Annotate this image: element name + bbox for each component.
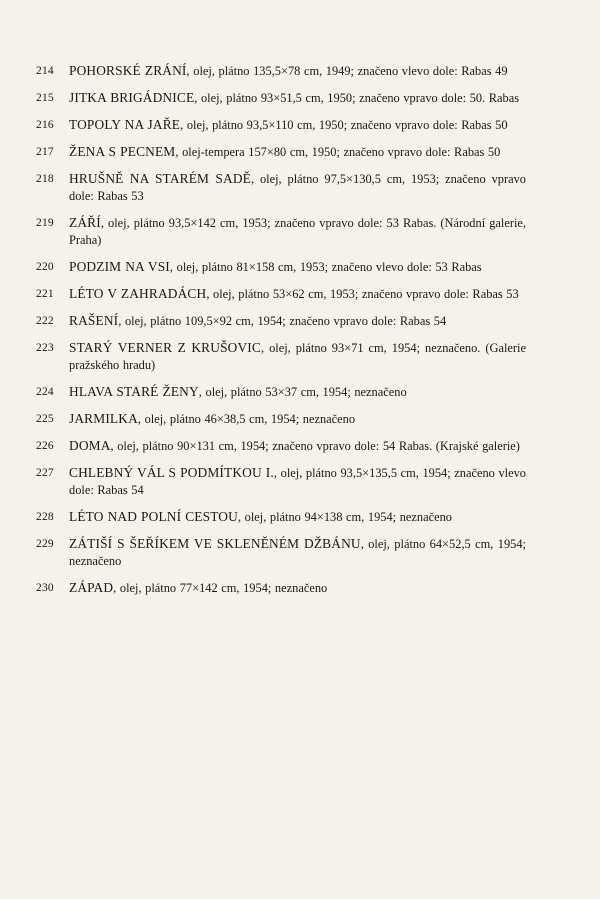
entry-text bbox=[69, 535, 526, 570]
entry-number: 222 bbox=[36, 315, 54, 327]
entry-text bbox=[69, 214, 526, 249]
catalog-entry bbox=[36, 535, 526, 570]
entry-title: HLAVA STARÉ ŽENY bbox=[69, 384, 199, 399]
catalog-entry bbox=[36, 464, 526, 499]
entry-number: 215 bbox=[36, 92, 54, 104]
catalog-entry bbox=[36, 312, 526, 330]
entry-text bbox=[69, 464, 526, 499]
entry-title: LÉTO NAD POLNÍ CESTOU bbox=[69, 509, 238, 524]
entry-details: , olej-tempera 157×80 cm, 1950; značeno vpravo dole: Rabas 50 bbox=[175, 145, 501, 159]
entry-number: 223 bbox=[36, 342, 54, 354]
entry-details: , olej, plátno 93×71 cm, 1954; neznačeno. (Galerie pražského hradu) bbox=[69, 341, 526, 372]
entry-text bbox=[69, 143, 526, 161]
entry-title: JARMILKA bbox=[69, 411, 138, 426]
entry-title: CHLEBNÝ VÁL S PODMÍTKOU I. bbox=[69, 465, 274, 480]
entry-number: 225 bbox=[36, 413, 54, 425]
catalog-entry bbox=[36, 383, 526, 401]
catalog-entry bbox=[36, 339, 526, 374]
entry-text bbox=[69, 62, 526, 80]
catalog-entry bbox=[36, 410, 526, 428]
entry-number: 218 bbox=[36, 173, 54, 185]
entry-number: 221 bbox=[36, 288, 54, 300]
entry-text bbox=[69, 285, 526, 303]
entry-text bbox=[69, 116, 526, 134]
catalog-entry bbox=[36, 214, 526, 249]
entry-title: JITKA BRIGÁDNICE bbox=[69, 90, 195, 105]
entry-title: STARÝ VERNER Z KRUŠOVIC bbox=[69, 340, 261, 355]
entry-number: 228 bbox=[36, 511, 54, 523]
entry-details: , olej, plátno 93,5×110 cm, 1950; značeno vpravo dole: Rabas 50 bbox=[180, 118, 508, 132]
entry-details: , olej, plátno 93,5×135,5 cm, 1954; značeno vlevo dole: Rabas 54 bbox=[69, 466, 526, 497]
entry-title: RAŠENÍ bbox=[69, 313, 119, 328]
entry-number: 220 bbox=[36, 261, 54, 273]
entry-number: 224 bbox=[36, 386, 54, 398]
entry-details: , olej, plátno 46×38,5 cm, 1954; neznačeno bbox=[137, 412, 356, 426]
entry-number: 216 bbox=[36, 119, 54, 131]
catalog-entry bbox=[36, 62, 526, 80]
catalog-entry bbox=[36, 437, 526, 455]
entry-text bbox=[69, 89, 526, 107]
entry-title: ŽENA S PECNEM bbox=[69, 144, 176, 159]
entry-details: , olej, plátno 93,5×142 cm, 1953; značeno vpravo dole: 53 Rabas. (Národní galerie, Praha) bbox=[69, 216, 526, 247]
entry-details: , olej, plátno 93×51,5 cm, 1950; značeno vpravo dole: 50. Rabas bbox=[194, 91, 520, 105]
catalog-entry bbox=[36, 285, 526, 303]
entry-number: 230 bbox=[36, 582, 54, 594]
entry-number: 226 bbox=[36, 440, 54, 452]
entry-details: , olej, plátno 135,5×78 cm, 1949; značeno vlevo dole: Rabas 49 bbox=[186, 64, 508, 78]
entry-number: 217 bbox=[36, 146, 54, 158]
entry-details: , olej, plátno 77×142 cm, 1954; neznačeno bbox=[113, 581, 328, 595]
entry-text bbox=[69, 437, 526, 455]
entry-text bbox=[69, 312, 526, 330]
entry-details: , olej, plátno 90×131 cm, 1954; značeno vpravo dole: 54 Rabas. (Krajské galerie) bbox=[110, 439, 520, 453]
entry-number: 229 bbox=[36, 538, 54, 550]
entry-title: DOMA bbox=[69, 438, 111, 453]
entry-text bbox=[69, 258, 526, 276]
catalog-entry bbox=[36, 258, 526, 276]
entry-number: 214 bbox=[36, 65, 54, 77]
catalog-entry bbox=[36, 579, 526, 597]
entry-details: , olej, plátno 94×138 cm, 1954; neznačeno bbox=[237, 510, 452, 524]
entry-details: , olej, plátno 81×158 cm, 1953; značeno vlevo dole: 53 Rabas bbox=[169, 260, 482, 274]
entry-text bbox=[69, 383, 526, 401]
entry-title: PODZIM NA VSI bbox=[69, 259, 170, 274]
entry-text bbox=[69, 339, 526, 374]
catalog-list bbox=[36, 62, 526, 606]
catalog-entry bbox=[36, 116, 526, 134]
entry-details: , olej, plátno 53×37 cm, 1954; neznačeno bbox=[198, 385, 407, 399]
catalog-entry bbox=[36, 143, 526, 161]
entry-text bbox=[69, 410, 526, 428]
catalog-entry bbox=[36, 170, 526, 205]
entry-text bbox=[69, 579, 526, 597]
entry-number: 227 bbox=[36, 467, 54, 479]
entry-title: ZÁŘÍ bbox=[69, 215, 101, 230]
entry-title: POHORSKÉ ZRÁNÍ bbox=[69, 63, 187, 78]
entry-title: LÉTO V ZAHRADÁCH bbox=[69, 286, 207, 301]
entry-text bbox=[69, 170, 526, 205]
catalog-entry bbox=[36, 508, 526, 526]
entry-details: , olej, plátno 109,5×92 cm, 1954; značeno vpravo dole: Rabas 54 bbox=[118, 314, 447, 328]
entry-title: TOPOLY NA JAŘE bbox=[69, 117, 181, 132]
entry-number: 219 bbox=[36, 217, 54, 229]
catalog-entry bbox=[36, 89, 526, 107]
entry-details: , olej, plátno 97,5×130,5 cm, 1953; značeno vpravo dole: Rabas 53 bbox=[69, 172, 526, 203]
entry-title: HRUŠNĚ NA STARÉM SADĚ bbox=[69, 171, 251, 186]
entry-title: ZÁTIŠÍ S ŠEŘÍKEM VE SKLENĚNÉM DŽBÁNU bbox=[69, 536, 361, 551]
entry-details: , olej, plátno 53×62 cm, 1953; značeno vpravo dole: Rabas 53 bbox=[206, 287, 519, 301]
entry-text bbox=[69, 508, 526, 526]
entry-details: , olej, plátno 64×52,5 cm, 1954; neznačeno bbox=[69, 537, 526, 568]
entry-title: ZÁPAD bbox=[69, 580, 114, 595]
